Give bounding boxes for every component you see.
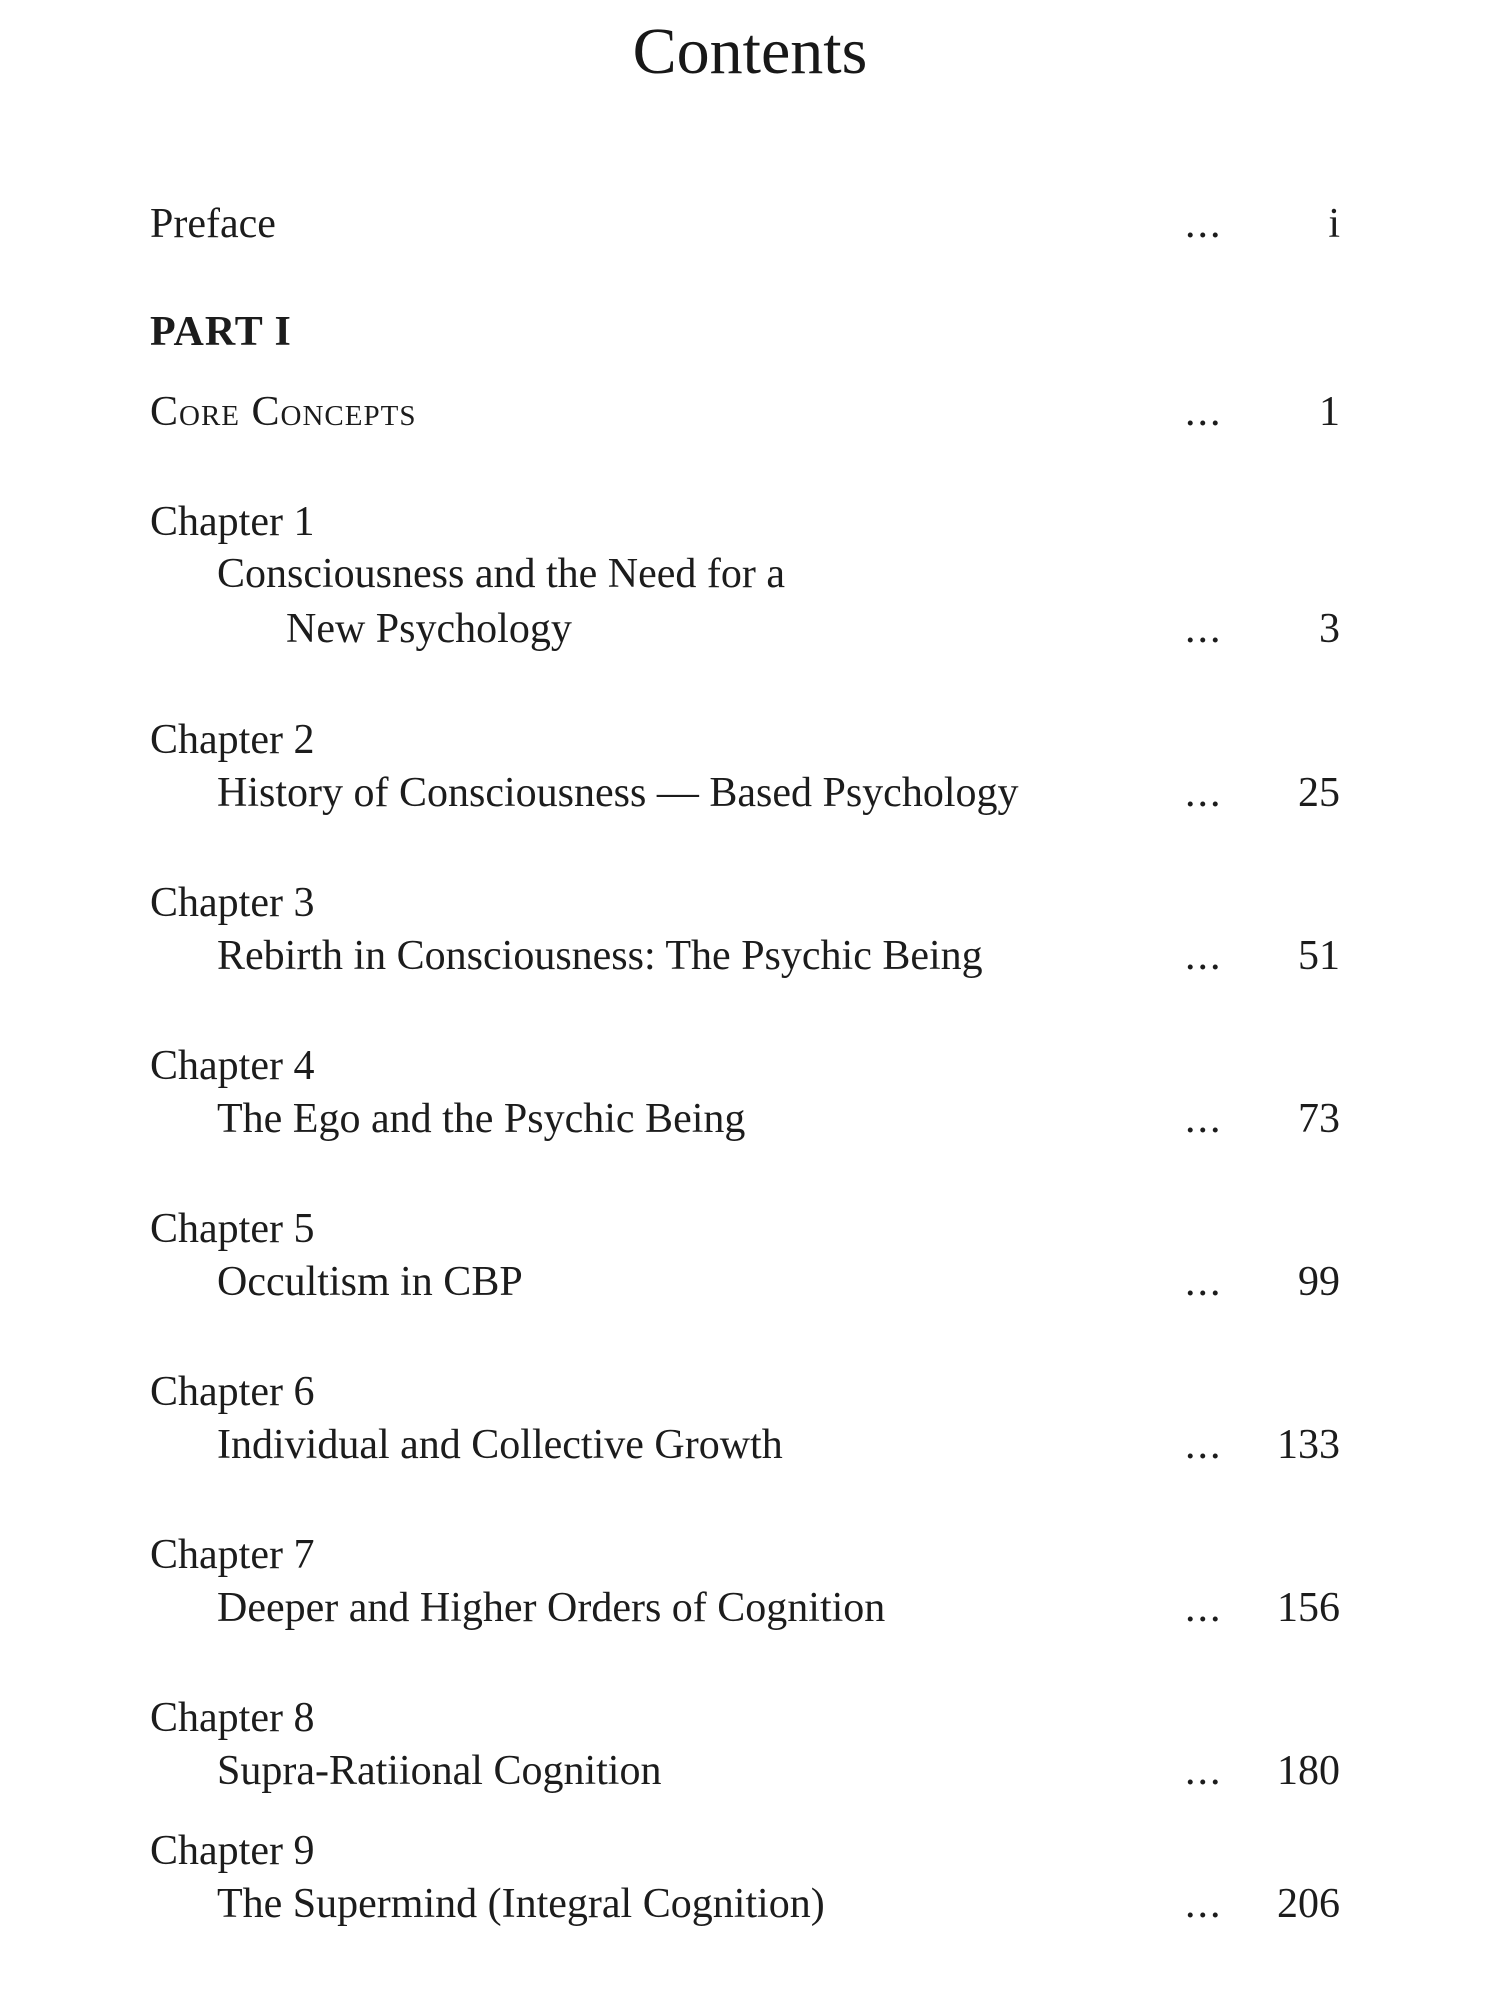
chapter-4-label: Chapter 4 — [150, 1043, 315, 1089]
chapter-9-label: Chapter 9 — [150, 1828, 315, 1874]
chapter-1-title-line-1: Consciousness and the Need for a — [217, 551, 786, 597]
chapter-1-page-number: 3 — [1319, 606, 1340, 652]
chapter-5-page-number: 99 — [1298, 1259, 1340, 1305]
chapter-1-leader: ... — [1185, 606, 1223, 652]
chapter-4-page-number: 73 — [1298, 1096, 1340, 1142]
part-label: PART I — [150, 309, 292, 355]
part-title: Core Concepts — [150, 389, 417, 435]
part-leader: ... — [1185, 389, 1223, 435]
chapter-2-title: History of Consciousness — Based Psychology — [217, 770, 1019, 816]
chapter-1-label: Chapter 1 — [150, 499, 315, 545]
chapter-5-label: Chapter 5 — [150, 1206, 315, 1252]
page-title: Contents — [632, 15, 868, 88]
preface-title: Preface — [150, 201, 276, 247]
chapter-9-leader: ... — [1185, 1881, 1223, 1927]
preface-page-number: i — [1328, 201, 1340, 247]
chapter-3-leader: ... — [1185, 933, 1223, 979]
chapter-8-label: Chapter 8 — [150, 1695, 315, 1741]
chapter-8-page-number: 180 — [1277, 1748, 1340, 1794]
chapter-4-title: The Ego and the Psychic Being — [217, 1096, 746, 1142]
chapter-7-page-number: 156 — [1277, 1585, 1340, 1631]
chapter-3-label: Chapter 3 — [150, 880, 315, 926]
part-page-number: 1 — [1319, 389, 1340, 435]
chapter-2-page-number: 25 — [1298, 770, 1340, 816]
chapter-2-label: Chapter 2 — [150, 717, 315, 763]
chapter-6-leader: ... — [1185, 1422, 1223, 1468]
chapter-4-leader: ... — [1185, 1096, 1223, 1142]
chapter-5-title: Occultism in CBP — [217, 1259, 523, 1305]
chapter-5-leader: ... — [1185, 1259, 1223, 1305]
chapter-1-title-line-2: New Psychology — [286, 606, 572, 652]
chapter-2-leader: ... — [1185, 770, 1223, 816]
chapter-3-title: Rebirth in Consciousness: The Psychic Being — [217, 933, 983, 979]
chapter-7-leader: ... — [1185, 1585, 1223, 1631]
chapter-7-title: Deeper and Higher Orders of Cognition — [217, 1585, 886, 1631]
chapter-7-label: Chapter 7 — [150, 1532, 315, 1578]
chapter-8-leader: ... — [1185, 1748, 1223, 1794]
chapter-6-label: Chapter 6 — [150, 1369, 315, 1415]
chapter-9-title: The Supermind (Integral Cognition) — [217, 1881, 825, 1927]
chapter-8-title: Supra-Ratiional Cognition — [217, 1748, 662, 1794]
chapter-6-page-number: 133 — [1277, 1422, 1340, 1468]
chapter-3-page-number: 51 — [1298, 933, 1340, 979]
chapter-6-title: Individual and Collective Growth — [217, 1422, 783, 1468]
preface-leader: ... — [1185, 201, 1223, 247]
chapter-9-page-number: 206 — [1277, 1881, 1340, 1927]
